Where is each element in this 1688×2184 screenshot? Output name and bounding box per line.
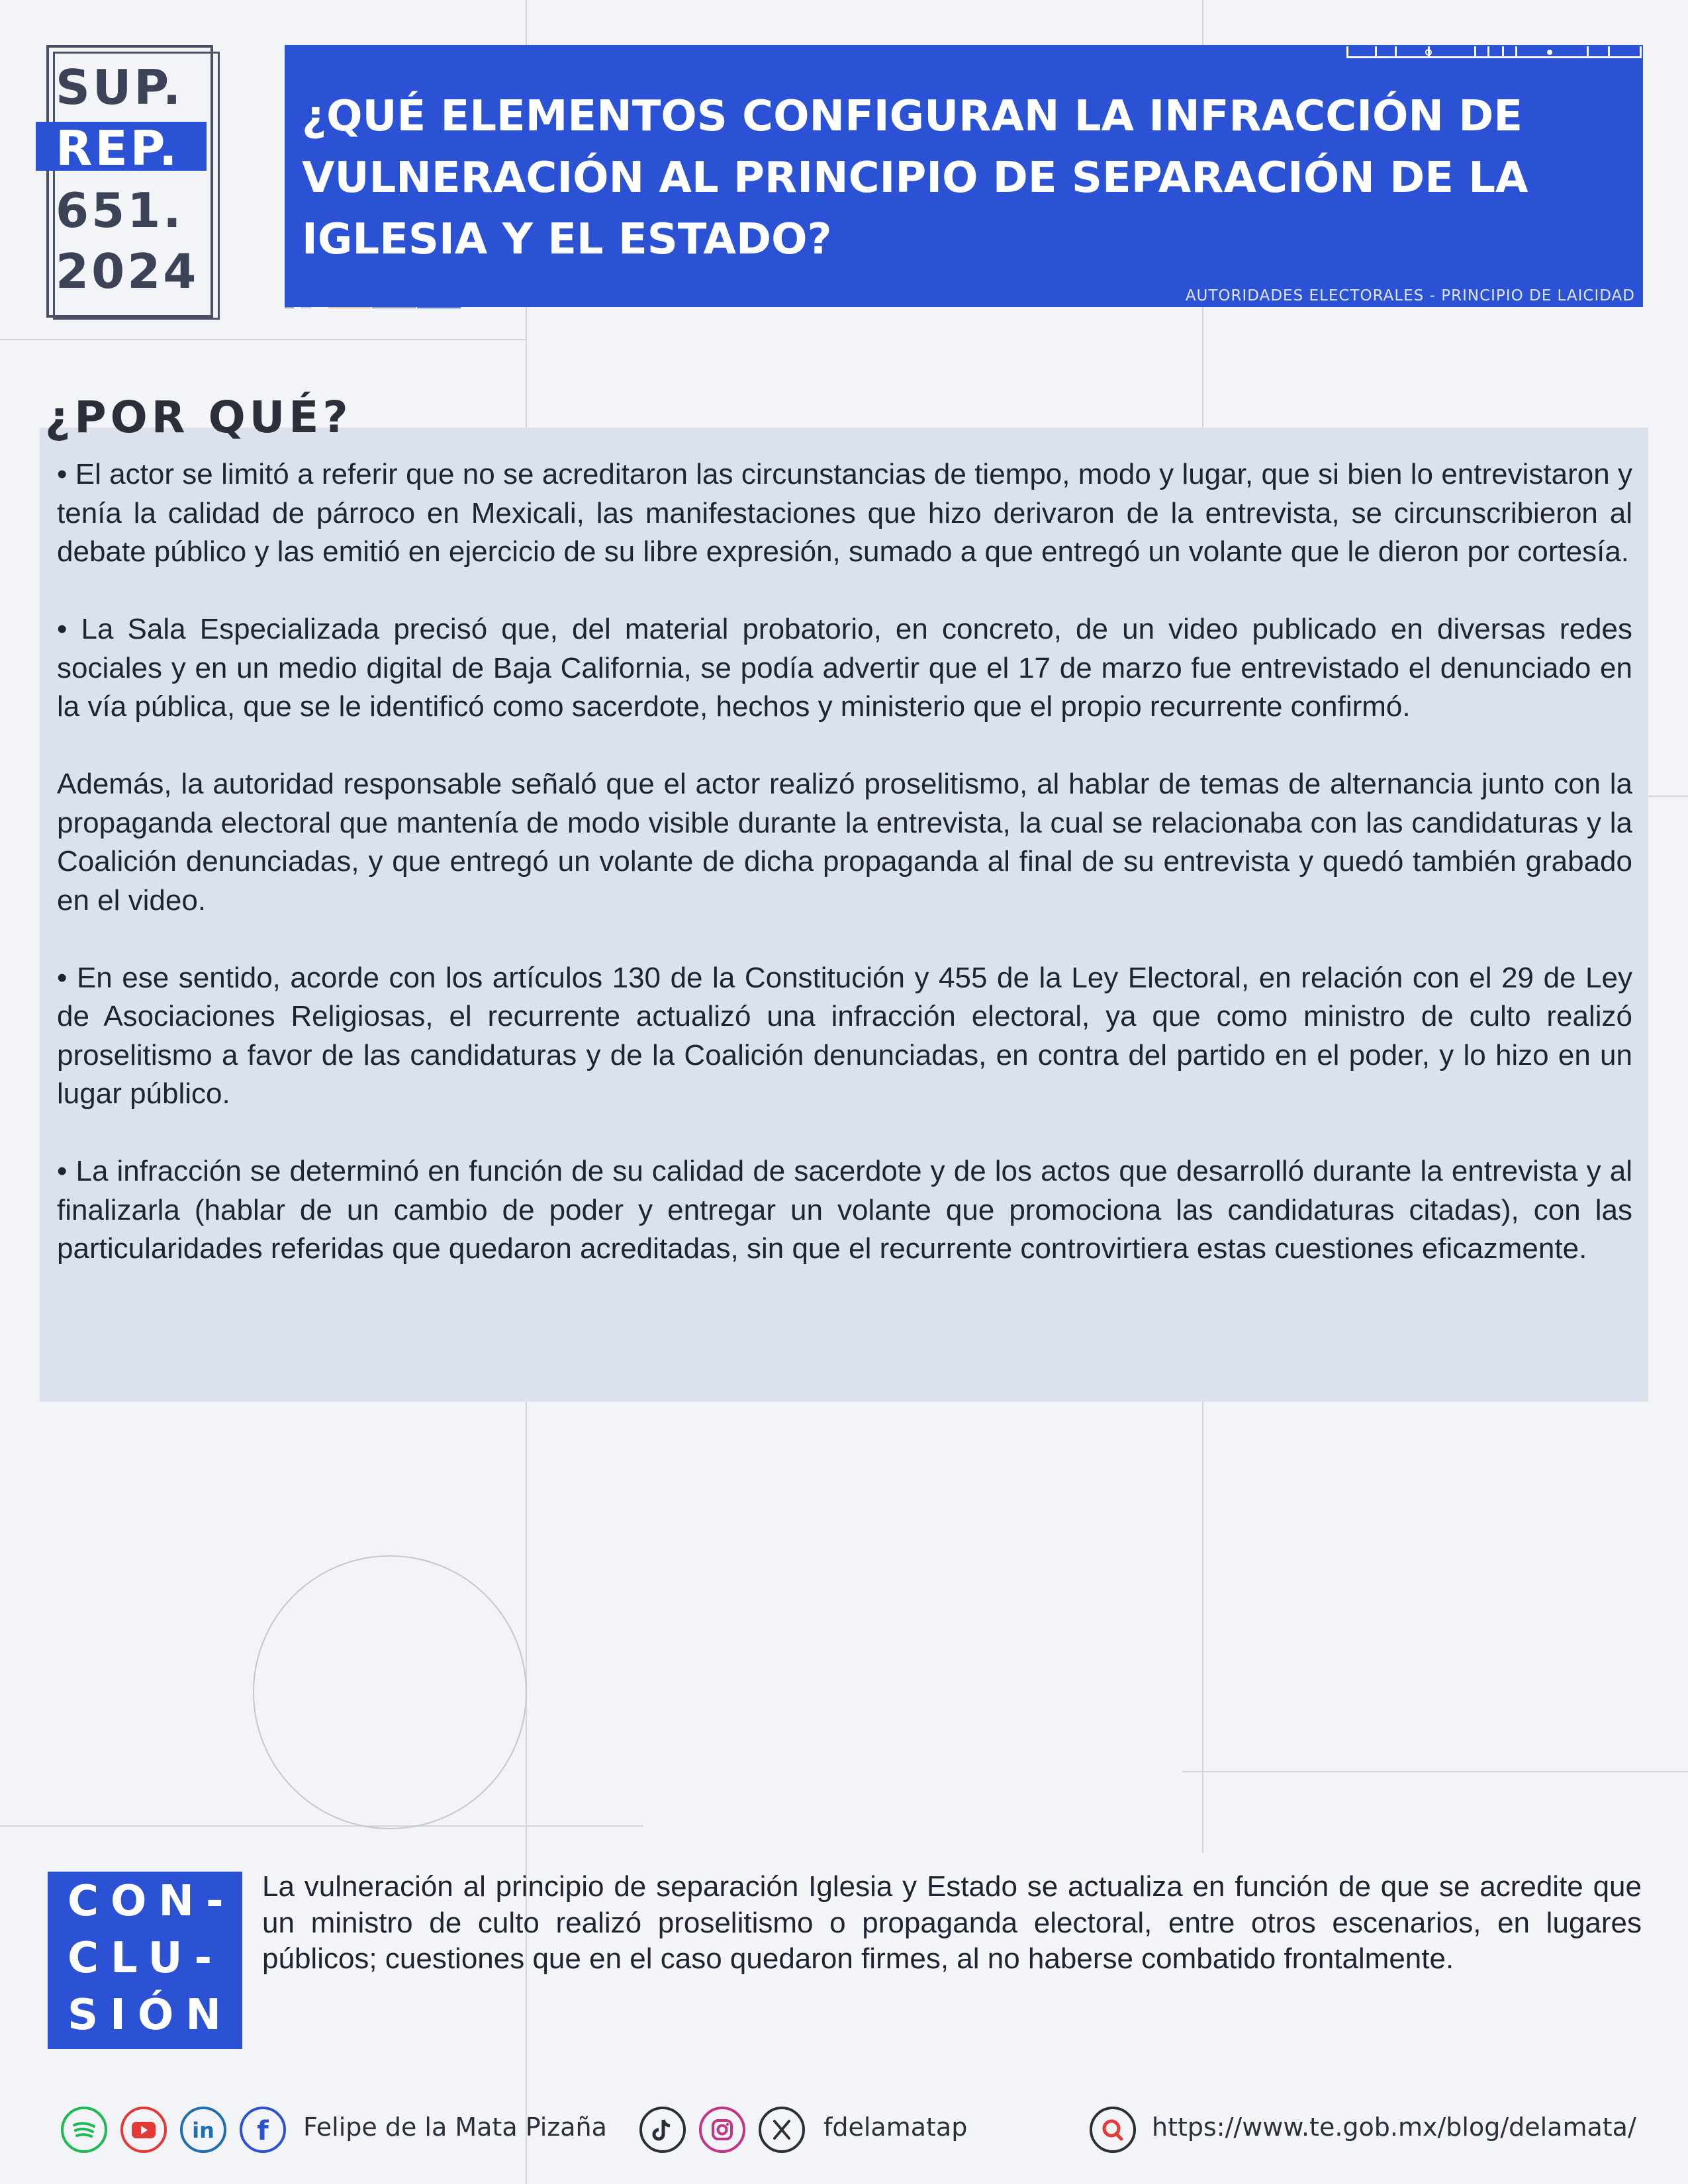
grid-line-h4 [0,1825,643,1827]
youtube-icon[interactable] [120,2107,167,2153]
reasons-body [57,455,1632,1307]
conclusion-label-line-3: SIÓN [68,1991,233,2040]
x-icon[interactable] [759,2107,805,2153]
social-handle: fdelamatap [823,2113,968,2142]
case-number-line-1: SUP. [56,60,184,115]
page-title: ¿QUÉ ELEMENTOS CONFIGURAN LA INFRACCIÓN DE VULNERACIÓN AL PRINCIPIO DE SEPARACIÓN DE LA IGLESIA Y EL ESTADO? [302,92,1528,264]
case-number-line-4: 2024 [56,244,199,299]
conclusion-label-line-2: CLU- [68,1934,224,1983]
reason-paragraph-5: • La infracción se determinó en función de su calidad de sacerdote y de los actos que desarrolló durante la entrevista y al finalizarla (hablar de un cambio de poder y entregar un volante que promociona las candidaturas citadas), con las particularidades referidas que quedaron acreditadas, sin que el recurrente controvirtiera estas cuestiones eficazmente. [57,1155,1632,1265]
svg-text:f: f [257,2116,269,2146]
grid-line-h1 [0,339,527,340]
reason-paragraph-1: • El actor se limitó a referir que no se acreditaron las circunstancias de tiempo, modo y lugar, que si bien lo entrevistaron y tenía la calidad de párroco en Mexicali, las manifestaciones que hizo derivaron de la entrevista, se circunscribieron al debate público y las emitió en ejercicio de su libre expresión, sumado a que entregó un volante que le dieron por cortesía. [57,458,1632,568]
linkedin-icon[interactable] [180,2107,226,2153]
facebook-icon[interactable] [240,2107,286,2153]
page-subtitle: AUTORIDADES ELECTORALES - PRINCIPIO DE LAICIDAD [1185,287,1635,304]
case-number-line-2: REP. [56,120,180,176]
grid-line-h3 [1182,1771,1688,1772]
conclusion-label-line-1: CON- [68,1877,236,1926]
author-name: Felipe de la Mata Pizaña [303,2113,607,2142]
tiktok-icon[interactable] [639,2107,686,2153]
spotify-icon[interactable] [61,2107,107,2153]
blog-url-link[interactable]: https://www.te.gob.mx/blog/delamata/ [1152,2113,1636,2142]
decorative-circle [253,1555,527,1829]
reason-paragraph-3: Además, la autoridad responsable señaló que el actor realizó proselitismo, al hablar de temas de alternancia junto con la propaganda electoral que mantenía de modo visible durante la entrevista, la cual se relacionaba con las candidaturas y la Coalición denunciadas, y que entregó un volante de dicha propaganda al final de su entrevista y quedó también grabado en el video. [57,768,1632,917]
case-number-line-3: 651. [56,183,184,238]
ruler-decoration [1346,46,1642,58]
reason-paragraph-2: • La Sala Especializada precisó que, del material probatorio, en concreto, de un video publicado en diversas redes sociales y en un medio digital de Baja California, se podía advertir que el 17 de marzo fue entrevistado el denunciado en la vía pública, que se le identificó como sacerdote, hechos y ministerio que el propio recurrente confirmó. [57,613,1632,723]
reason-paragraph-4: • En ese sentido, acorde con los artículos 130 de la Constitución y 455 de la Ley Electoral, en relación con el 29 de Ley de Asociaciones Religiosas, el recurrente actualizó una infracción electoral, ya que como ministro de culto realizó proselitismo a favor de las candidaturas y de la Coalición denunciadas, en contra del partido en el poder, y lo hizo en un lugar público. [57,961,1632,1110]
svg-text:in: in [192,2118,214,2143]
instagram-icon[interactable] [699,2107,745,2153]
search-icon[interactable] [1090,2107,1136,2153]
reasons-heading: ¿POR QUÉ? [45,392,352,443]
conclusion-text: La vulneración al principio de separación Iglesia y Estado se actualiza en función de que se acredite que un ministro de culto realizó proselitismo o propaganda electoral, entre otros escenarios, en lugares públicos; cuestiones que en el caso quedaron firmes, al no haberse combatido frontalmente. [262,1870,1642,1975]
